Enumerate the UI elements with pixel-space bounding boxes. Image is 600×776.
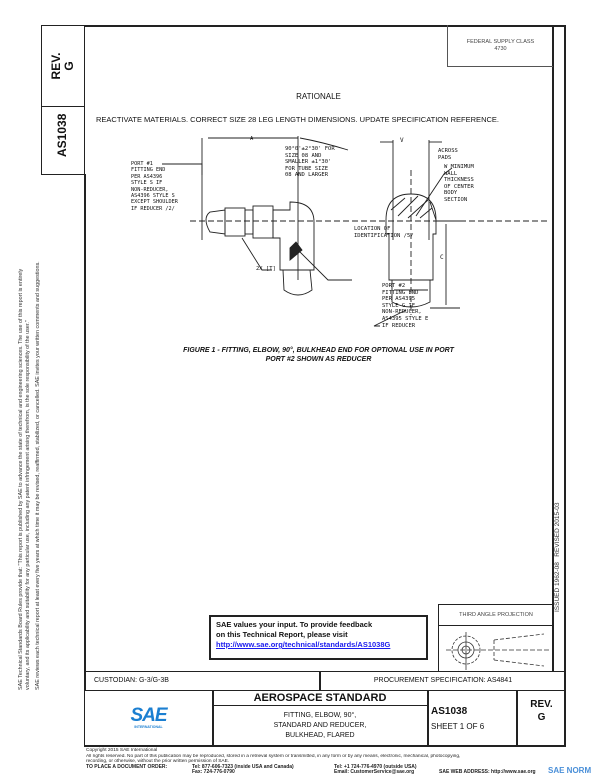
note-line: IF REDUCER — [382, 322, 416, 329]
rev-value-footer: G — [537, 712, 546, 723]
port1-nose — [206, 210, 225, 234]
supply-class-value: 4730 — [494, 45, 507, 52]
rationale-text: REACTIVATE MATERIALS. CORRECT SIZE 28 LEG LENGTH DIMENSIONS. UPDATE SPECIFICATION REFERENCE. — [96, 115, 499, 124]
note-line: PER AS4395 — [382, 296, 416, 303]
order-row-2 — [86, 770, 564, 776]
note-line: SIZE 08 AND — [285, 152, 322, 159]
note-line: AS4396 STYLE S — [131, 193, 175, 200]
rights: All rights reserved. No part of this publication may be reproduced, stored in a retrieval system or transmitted, in any form or by any means, electronic, mechanical, photocopying, — [86, 753, 461, 759]
note-line: FOR TUBE SIZE — [285, 165, 329, 172]
port2-note — [382, 283, 428, 329]
doc-number-side: AS1038 — [55, 113, 69, 157]
projection-label: THIRD ANGLE PROJECTION — [439, 605, 553, 626]
note-line: IF REDUCER /2/ — [131, 205, 175, 212]
dim-c-label: C — [440, 254, 444, 261]
note-line: OF CENTER — [444, 183, 474, 190]
disclaimer-line: SAE Technical Standards Board Rules provide that: "This report is published by SAE to advance the state of technical and engineering sciences. The use of this report is entirely — [18, 268, 24, 690]
port1-neck — [245, 210, 253, 234]
divider — [427, 690, 429, 747]
note-line: EXCEPT SHOULDER — [131, 199, 178, 206]
sae-logo — [85, 690, 212, 745]
aerospace-standard-heading: AEROSPACE STANDARD — [213, 690, 427, 706]
title-line: STANDARD AND REDUCER, — [273, 722, 367, 729]
dim-a-label: A — [250, 136, 254, 142]
caption-line: PORT #2 SHOWN AS REDUCER — [265, 356, 372, 363]
port1-hex — [253, 206, 273, 238]
note-line: ACROSS — [438, 148, 458, 154]
port2-end — [283, 270, 312, 295]
side-disclaimer — [18, 175, 42, 690]
note-line: 90°0'±2°30' FOR — [285, 146, 335, 152]
rev-label — [50, 44, 76, 88]
note-line: LOCATION OF — [354, 226, 391, 232]
watermark: SAE NORM — [548, 766, 592, 775]
identification-mark — [290, 242, 302, 260]
disclaimer-line: voluntary, and its applicability and suitability for any particular use, including any patent infringement arising therefrom, is the sole responsibility of the user." — [25, 320, 31, 690]
doc-number: AS1038 — [431, 706, 468, 717]
disclaimer-line: SAE reviews each technical report at least every five years at which time it may be revised, reaffirmed, stabilized, or cancelled. SAE invites your written comments and suggestions. — [35, 261, 41, 690]
feedback-line: on this Technical Report, please visit — [216, 630, 348, 639]
across-note — [438, 148, 458, 161]
note-line: WALL — [444, 170, 458, 177]
doc-number-box — [41, 106, 85, 175]
revised-date: REVISED 2015-03 — [554, 502, 561, 557]
logo-sub: INTERNATIONAL — [134, 725, 163, 729]
copyright: Copyright 2015 SAE International — [86, 748, 158, 753]
note-line: THICKNESS — [444, 177, 474, 184]
figure-caption — [84, 346, 553, 364]
feedback-line: SAE values your input. To provide feedback — [216, 620, 373, 629]
port1-note — [131, 161, 178, 212]
rationale-title: RATIONALE — [296, 92, 341, 101]
third-angle-projection-symbol — [439, 626, 554, 673]
note-line: AS4395 STYLE E — [382, 315, 429, 322]
note-line: PADS — [438, 154, 452, 161]
right-border-outer — [564, 25, 566, 747]
custodian: CUSTODIAN: G-3/G-3B — [94, 677, 169, 684]
right-strip-top — [552, 25, 565, 27]
rev-label-footer: REV. — [530, 699, 553, 710]
port1-thread — [225, 208, 245, 236]
footer — [86, 748, 564, 776]
custodian-row — [84, 671, 565, 691]
note-line: BODY — [444, 190, 458, 197]
left-divider — [84, 174, 86, 690]
note-line: PORT #1 — [131, 161, 153, 167]
title-block — [84, 690, 565, 747]
feedback-link[interactable]: http://www.sae.org/technical/standards/AS1038G — [216, 640, 391, 649]
rights2: recording, or otherwise, without the prior written permission of SAE. — [86, 759, 230, 764]
dim-v-label: V — [400, 137, 404, 144]
angle-note — [285, 146, 335, 179]
note-line: SMALLER ±1°30' — [285, 159, 332, 166]
note-line: SECTION — [444, 196, 468, 203]
supply-class-box — [447, 25, 553, 67]
note-line: PER AS4396 — [131, 173, 163, 180]
rev-block — [517, 698, 566, 724]
title-line: BULKHEAD, FLARED — [285, 732, 355, 739]
note-line: NON-REDUCER, — [131, 186, 169, 193]
logo-text: SAE — [130, 705, 167, 726]
location-leader — [296, 248, 352, 280]
sheet-number: SHEET 1 OF 6 — [431, 722, 485, 731]
order-label: TO PLACE A DOCUMENT ORDER: — [86, 763, 168, 770]
issued-date: ISSUED 1962-08 — [554, 562, 561, 612]
email: Email: CustomerService@sae.org — [334, 769, 415, 775]
note-line: IDENTIFICATION /5/ — [354, 232, 414, 239]
note-line: NON-REDUCER, — [382, 309, 422, 316]
caption-line: FIGURE 1 - FITTING, ELBOW, 90°, BULKHEAD END FOR OPTIONAL USE IN PORT — [183, 347, 454, 354]
rev-value-text: G — [62, 61, 76, 71]
section-hatch — [391, 196, 432, 218]
twox-note: 2X [T] — [256, 266, 276, 272]
issue-dates — [554, 503, 561, 613]
web-address: SAE WEB ADDRESS: http://www.sae.org — [439, 769, 536, 775]
supply-class-label: FEDERAL SUPPLY CLASS — [466, 38, 535, 45]
note-line: FITTING END — [131, 167, 166, 174]
note-line: W MINIMUM — [444, 164, 474, 170]
tel2: Tel: +1 724-776-4970 (outside USA) — [334, 763, 417, 770]
rev-box — [41, 25, 85, 107]
note-line: STYLE G IF — [382, 302, 416, 309]
note-line: PORT #2 — [382, 283, 406, 289]
fax: Fax: 724-776-0790 — [192, 769, 235, 775]
location-note — [354, 226, 414, 239]
tel1: Tel: 877-606-7323 (inside USA and Canada) — [192, 763, 294, 770]
note-line: 08 AND LARGER — [285, 172, 329, 179]
rev-label-text: REV. — [49, 52, 63, 80]
projection-box — [438, 604, 553, 672]
title-line: FITTING, ELBOW, 90°, — [283, 712, 357, 719]
note-line: FITTING END — [382, 289, 419, 296]
note-line: STYLE S IF — [131, 180, 163, 187]
feedback-box — [209, 615, 428, 660]
procurement-spec: PROCUREMENT SPECIFICATION: AS4841 — [373, 677, 513, 684]
wall-note — [444, 164, 474, 204]
document-title — [213, 707, 427, 745]
